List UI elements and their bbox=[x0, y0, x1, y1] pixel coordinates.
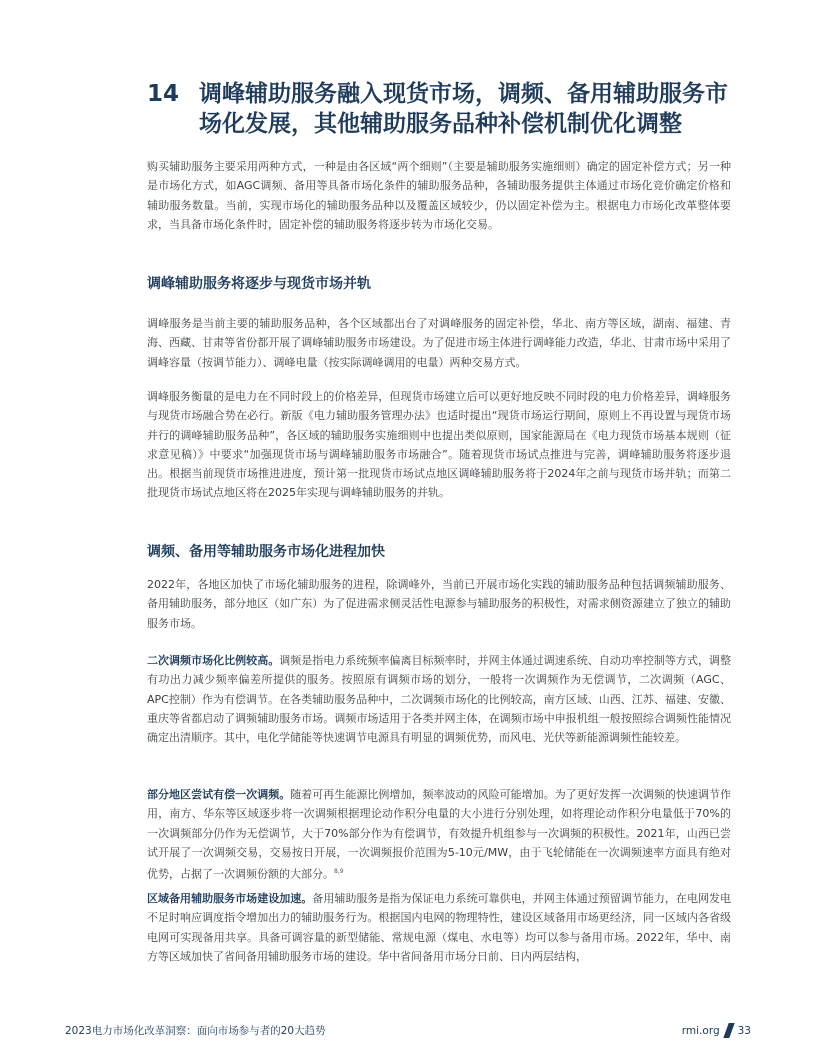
paragraph-market-progress: 2022年，各地区加快了市场化辅助服务的进程，除调峰外，当前已开展市场化实践的辅助服务品种包括调频辅助服务、备用辅助服务，部分地区（如广东）为了促进需求侧灵活性电源参与辅助服务的积极性，对需求侧资源建立了独立的辅助服务市场。 bbox=[147, 578, 731, 630]
report-title: 2023电力市场化改革洞察：面向市场参与者的20大趋势 bbox=[65, 1025, 326, 1037]
footnote-ref[interactable]: 8,9 bbox=[334, 868, 344, 876]
subheading-frequency-reserve: 调频、备用等辅助服务市场化进程加快 bbox=[147, 544, 385, 560]
site-link[interactable]: rmi.org bbox=[681, 1024, 720, 1037]
section-number: 14 bbox=[147, 81, 180, 107]
paragraph-secondary-frequency bbox=[147, 651, 731, 747]
paragraph-peak-regulation-1: 调峰服务是当前主要的辅助服务品种，各个区域都出台了对调峰服务的固定补偿，华北、南方等区域，湖南、福建、青海、西藏、甘肃等省份都开展了调峰辅助服务市场建设。为了促进市场主体进行调峰能力改造，华北、甘肃市场中采用了调峰容量（按调节能力）、调峰电量（按实际调峰调用的电量）两种交易方式。 bbox=[147, 317, 731, 369]
paragraph-primary-frequency bbox=[147, 785, 731, 884]
section-heading: 调峰辅助服务融入现货市场，调频、备用辅助服务市场化发展，其他辅助服务品种补偿机制优化调整 bbox=[199, 81, 728, 137]
lead-text: 二次调频市场化比例较高。 bbox=[147, 654, 280, 667]
page-footer bbox=[65, 1023, 751, 1041]
body-text: 备用辅助服务是指为保证电力系统可靠供电，并网主体通过预留调节能力，在电网发电不足时响应调度指令增加出力的辅助服务行为。根据国内电网的物理特性，建设区域备用市场更经济，同一区域内各省级电网可实现备用共享。具备可调容量的新型储能、常规电源（煤电、水电等）均可以参与备用市场。2022年，华中、南方等区域加快了省间备用辅助服务市场的建设。华中省间备用市场分日前、日内两层结构， bbox=[147, 892, 732, 963]
footer-right bbox=[682, 1023, 751, 1038]
lead-text: 部分地区尝试有偿一次调频。 bbox=[147, 788, 291, 801]
body-text: 随着可再生能源比例增加，频率波动的风险可能增加。为了更好发挥一次调频的快速调节作用，南方、华东等区域逐步将一次调频根据理论动作积分电量的大小进行分别处理，如将理论动作积分电量低于70%的一次调频部分仍作为无偿调节，大于70%部分作为有偿调节，有效提升机组参与一次调频的积极性。2021年，山西已尝试开展了一次调频交易，交易按日开展，一次调频报价范围为5-10元/MW，由于飞轮储能在一次调频速率方面具有绝对优势，占据了一次调频份额的大部分。 bbox=[147, 788, 731, 881]
body-text: 调频是指电力系统频率偏离目标频率时，并网主体通过调速系统、自动功率控制等方式，调整有功出力减少频率偏差所提供的服务。按照原有调频市场的划分，一般将一次调频作为无偿调节，二次调频（AGC、APC控制）作为有偿调节。在各类辅助服务品种中，二次调频市场化的比例较高，南方区域、山西、江苏、福建、安徽、重庆等省都启动了调频辅助服务市场。调频市场适用于各类并网主体，在调频市场中申报机组一般按照综合调频性能情况确定出清顺序。其中，电化学储能等快速调节电源具有明显的调频优势，而风电、光伏等新能源调频性能较差。 bbox=[147, 654, 732, 745]
intro-paragraph: 购买辅助服务主要采用两种方式，一种是由各区域“两个细则”（主要是辅助服务实施细则）确定的固定补偿方式；另一种是市场化方式，如AGC调频、备用等具备市场化条件的辅助服务品种，各辅助服务提供主体通过市场化竞价确定价格和辅助服务数量。当前，实现市场化的辅助服务品种以及覆盖区域较少，仍以固定补偿为主。根据电力市场化改革整体要求，当具备市场化条件时，固定补偿的辅助服务将逐步转为市场化交易。 bbox=[147, 160, 731, 231]
subheading-peak-regulation: 调峰辅助服务将逐步与现货市场并轨 bbox=[147, 276, 371, 292]
page-number: 33 bbox=[737, 1024, 751, 1037]
paragraph-reserve-market bbox=[147, 889, 731, 966]
paragraph-peak-regulation-2: 调峰服务衡量的是电力在不同时段上的价格差异，但现货市场建立后可以更好地反映不同时段的电力价格差异，调峰服务与现货市场融合势在必行。新版《电力辅助服务管理办法》也适时提出“现货市场运行期间，原则上不再设置与现货市场并行的调峰辅助服务品种”，各区域的辅助服务实施细则中也提出类似原则，国家能源局在《电力现货市场基本规则（征求意见稿）》中要求“加强现货市场与调峰辅助服务市场融合”。随着现货市场试点推进与完善，调峰辅助服务将逐步退出。根据当前现货市场推进进度，预计第一批现货市场试点地区调峰辅助服务将于2024年之前与现货市场并轨；而第二批现货市场试点地区将在2025年实现与调峰辅助服务的并轨。 bbox=[147, 390, 731, 500]
lead-text: 区域备用辅助服务市场建设加速。 bbox=[147, 892, 313, 905]
slash-divider-icon bbox=[723, 1023, 734, 1038]
